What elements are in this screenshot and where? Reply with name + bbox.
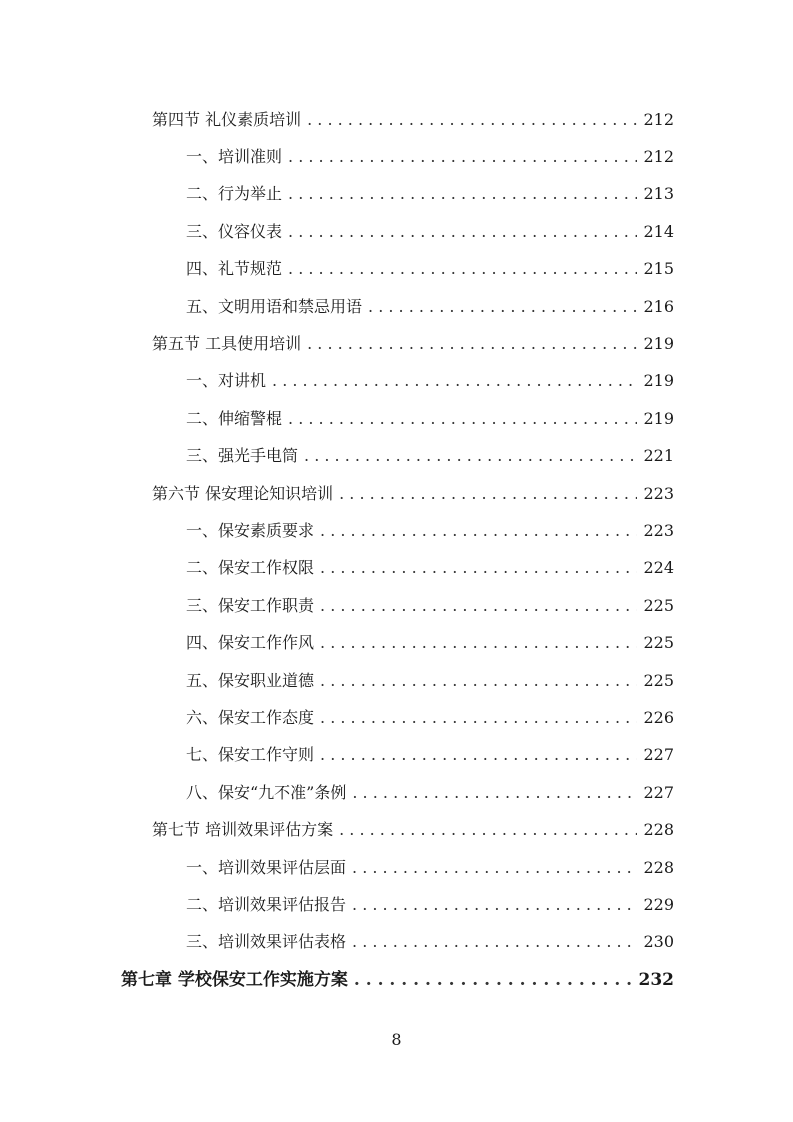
toc-entry-label: 一、对讲机 xyxy=(186,371,267,391)
toc-subsection-entry xyxy=(186,251,674,288)
toc-leader-dots xyxy=(320,521,637,541)
toc-entry-page-number: 223 xyxy=(643,483,674,503)
toc-entry-page-number: 224 xyxy=(643,558,674,578)
toc-entry-label: 第四节 礼仪素质培训 xyxy=(152,109,302,129)
toc-subsection-entry xyxy=(186,363,674,400)
toc-entry-label: 二、伸缩警棍 xyxy=(186,408,283,428)
toc-subsection-entry xyxy=(186,400,674,437)
toc-subsection-entry xyxy=(186,512,674,549)
toc-entry-label: 七、保安工作守则 xyxy=(186,745,315,765)
toc-leader-dots xyxy=(354,970,633,990)
toc-entry-label: 三、强光手电筒 xyxy=(186,446,299,466)
toc-entry-page-number: 216 xyxy=(643,296,674,316)
toc-entry-label: 二、培训效果评估报告 xyxy=(186,894,347,914)
toc-leader-dots xyxy=(339,484,637,504)
toc-entry-page-number: 226 xyxy=(643,707,674,727)
toc-subsection-entry xyxy=(186,774,674,811)
toc-entry-page-number: 219 xyxy=(643,333,674,353)
toc-leader-dots xyxy=(320,558,637,578)
toc-entry-page-number: 214 xyxy=(643,221,674,241)
toc-subsection-entry xyxy=(186,138,674,175)
toc-subsection-entry xyxy=(186,699,674,736)
toc-subsection-entry xyxy=(186,849,674,886)
toc-subsection-entry xyxy=(186,176,674,213)
toc-leader-dots xyxy=(288,222,637,242)
toc-entry-label: 二、保安工作权限 xyxy=(186,558,315,578)
toc-entry-page-number: 212 xyxy=(643,109,674,129)
toc-leader-dots xyxy=(352,783,637,803)
toc-entry-label: 二、行为举止 xyxy=(186,184,283,204)
toc-entry-page-number: 225 xyxy=(643,595,674,615)
toc-entry-label: 三、培训效果评估表格 xyxy=(186,932,347,952)
toc-leader-dots xyxy=(352,932,637,952)
toc-entry-page-number: 225 xyxy=(643,633,674,653)
toc-leader-dots xyxy=(288,147,637,167)
toc-leader-dots xyxy=(339,820,637,840)
toc-leader-dots xyxy=(320,708,637,728)
toc-leader-dots xyxy=(368,297,637,317)
toc-entry-label: 一、保安素质要求 xyxy=(186,520,315,540)
toc-entry-label: 一、培训准则 xyxy=(186,146,283,166)
toc-entry-page-number: 229 xyxy=(643,894,674,914)
toc-entry-label: 四、礼节规范 xyxy=(186,259,283,279)
toc-subsection-entry xyxy=(186,438,674,475)
toc-entry-label: 第五节 工具使用培训 xyxy=(152,333,302,353)
toc-entry-label: 第六节 保安理论知识培训 xyxy=(152,483,334,503)
toc-entry-page-number: 213 xyxy=(643,184,674,204)
toc-entry-label: 四、保安工作作风 xyxy=(186,633,315,653)
toc-entry-label: 六、保安工作态度 xyxy=(186,707,315,727)
toc-entry-label: 第七节 培训效果评估方案 xyxy=(152,820,334,840)
toc-subsection-entry xyxy=(186,288,674,325)
toc-entry-page-number: 219 xyxy=(643,371,674,391)
toc-entry-label: 第七章 学校保安工作实施方案 xyxy=(121,969,348,990)
toc-entry-label: 五、文明用语和禁忌用语 xyxy=(186,296,363,316)
toc-leader-dots xyxy=(288,259,637,279)
toc-entry-page-number: 232 xyxy=(638,969,674,990)
toc-entry-page-number: 228 xyxy=(643,820,674,840)
page-number: 8 xyxy=(391,1030,402,1049)
toc-entry-page-number: 228 xyxy=(643,857,674,877)
toc-entry-page-number: 221 xyxy=(643,446,674,466)
toc-entry-page-number: 223 xyxy=(643,520,674,540)
toc-entry-label: 三、保安工作职责 xyxy=(186,595,315,615)
toc-leader-dots xyxy=(320,745,637,765)
toc-leader-dots xyxy=(304,446,637,466)
toc-leader-dots xyxy=(320,633,637,653)
toc-subsection-entry xyxy=(186,587,674,624)
toc-subsection-entry xyxy=(186,625,674,662)
toc-leader-dots xyxy=(307,334,637,354)
toc-entry-label: 五、保安职业道德 xyxy=(186,670,315,690)
toc-leader-dots xyxy=(320,671,637,691)
toc-entry-page-number: 215 xyxy=(643,259,674,279)
toc-chapter-entry xyxy=(121,961,674,998)
toc-entry-page-number: 219 xyxy=(643,408,674,428)
toc-leader-dots xyxy=(288,409,637,429)
toc-subsection-entry xyxy=(186,924,674,961)
toc-leader-dots xyxy=(307,110,637,130)
toc-entry-label: 一、培训效果评估层面 xyxy=(186,857,347,877)
toc-leader-dots xyxy=(320,596,637,616)
toc-leader-dots xyxy=(288,184,637,204)
toc-section-entry xyxy=(152,325,674,362)
toc-entry-page-number: 227 xyxy=(643,782,674,802)
toc-leader-dots xyxy=(272,371,637,391)
toc-entry-label: 八、保安“九不准”条例 xyxy=(186,782,347,802)
toc-subsection-entry xyxy=(186,213,674,250)
toc-subsection-entry xyxy=(186,886,674,923)
toc-entry-page-number: 230 xyxy=(643,932,674,952)
toc-leader-dots xyxy=(352,858,637,878)
toc-subsection-entry xyxy=(186,737,674,774)
toc-section-entry xyxy=(152,101,674,138)
toc-leader-dots xyxy=(352,895,637,915)
toc-section-entry xyxy=(152,812,674,849)
toc-entry-page-number: 227 xyxy=(643,745,674,765)
toc-entry-page-number: 212 xyxy=(643,146,674,166)
toc-entry-label: 三、仪容仪表 xyxy=(186,221,283,241)
toc-subsection-entry xyxy=(186,662,674,699)
toc-entry-page-number: 225 xyxy=(643,670,674,690)
toc-subsection-entry xyxy=(186,550,674,587)
toc-section-entry xyxy=(152,475,674,512)
